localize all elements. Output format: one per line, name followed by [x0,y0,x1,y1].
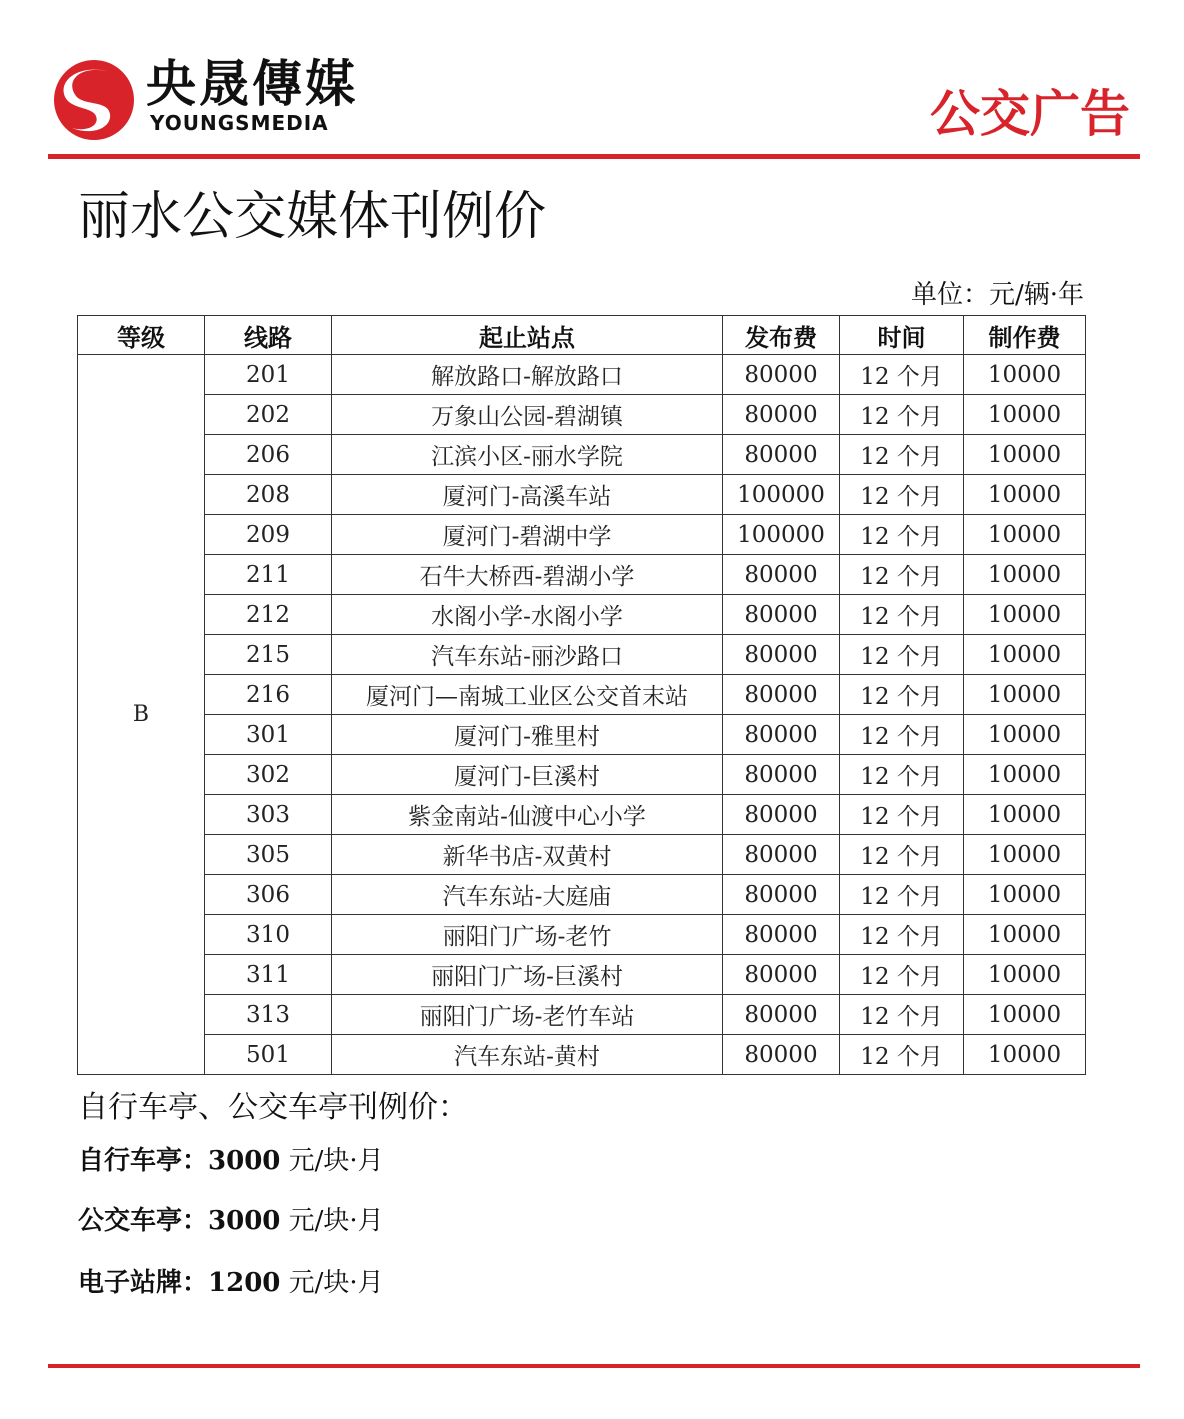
period-cell: 12 个月 [840,435,964,475]
kiosk-label: 公交车亭： [78,1206,209,1236]
table-row [78,915,1086,955]
fee-cell: 80000 [723,955,840,995]
line-cell: 302 [205,755,332,795]
col-header-grade: 等级 [78,316,205,355]
kiosk-label: 自行车亭： [78,1146,209,1176]
route-cell: 汽车东站-大庭庙 [332,875,723,915]
col-header-period: 时间 [840,316,964,355]
period-cell: 12 个月 [840,875,964,915]
kiosk-price-bus-shelter [78,1204,384,1238]
fee-cell: 80000 [723,715,840,755]
line-cell: 313 [205,995,332,1035]
line-cell: 310 [205,915,332,955]
fee-cell: 80000 [723,795,840,835]
route-cell: 厦河门—南城工业区公交首末站 [332,675,723,715]
production-cell: 10000 [964,915,1086,955]
col-header-route: 起止站点 [332,316,723,355]
fee-cell: 80000 [723,915,840,955]
route-cell: 石牛大桥西-碧湖小学 [332,555,723,595]
period-cell: 12 个月 [840,675,964,715]
period-cell: 12 个月 [840,995,964,1035]
route-cell: 水阁小学-水阁小学 [332,595,723,635]
fee-cell: 100000 [723,475,840,515]
production-cell: 10000 [964,395,1086,435]
table-body [78,355,1086,1075]
route-cell: 解放路口-解放路口 [332,355,723,395]
fee-cell: 80000 [723,755,840,795]
period-cell: 12 个月 [840,1035,964,1075]
brand-name-cn: 央晟傳媒 [146,55,358,113]
line-cell: 303 [205,795,332,835]
period-cell: 12 个月 [840,555,964,595]
line-cell: 202 [205,395,332,435]
production-cell: 10000 [964,835,1086,875]
line-cell: 501 [205,1035,332,1075]
page-title: 丽水公交媒体刊例价 [78,187,547,247]
line-cell: 212 [205,595,332,635]
fee-cell: 80000 [723,395,840,435]
production-cell: 10000 [964,515,1086,555]
kiosk-price: 1200 [208,1268,281,1298]
period-cell: 12 个月 [840,955,964,995]
kiosk-section-title: 自行车亭、公交车亭刊例价： [78,1090,468,1125]
period-cell: 12 个月 [840,715,964,755]
route-cell: 汽车东站-黄村 [332,1035,723,1075]
s-swirl-logo-icon [52,58,136,142]
grade-cell: B [78,355,205,1075]
brand-name-en: YOUNGSMEDIA [150,111,329,135]
kiosk-price-bicycle [78,1144,384,1178]
production-cell: 10000 [964,635,1086,675]
production-cell: 10000 [964,435,1086,475]
line-cell: 208 [205,475,332,515]
production-cell: 10000 [964,875,1086,915]
production-cell: 10000 [964,355,1086,395]
page-header [0,0,1184,160]
fee-cell: 80000 [723,355,840,395]
production-cell: 10000 [964,475,1086,515]
category-tag: 公交广告 [930,85,1130,143]
line-cell: 301 [205,715,332,755]
kiosk-label: 电子站牌： [78,1268,209,1298]
route-cell: 厦河门-高溪车站 [332,475,723,515]
fee-cell: 80000 [723,835,840,875]
route-cell: 丽阳门广场-巨溪村 [332,955,723,995]
line-cell: 216 [205,675,332,715]
production-cell: 10000 [964,555,1086,595]
line-cell: 305 [205,835,332,875]
route-cell: 厦河门-碧湖中学 [332,515,723,555]
period-cell: 12 个月 [840,835,964,875]
fee-cell: 80000 [723,675,840,715]
period-cell: 12 个月 [840,395,964,435]
table-row [78,875,1086,915]
fee-cell: 80000 [723,555,840,595]
route-cell: 万象山公园-碧湖镇 [332,395,723,435]
col-header-line: 线路 [205,316,332,355]
line-cell: 215 [205,635,332,675]
fee-cell: 100000 [723,515,840,555]
table-row [78,715,1086,755]
table-row [78,795,1086,835]
line-cell: 311 [205,955,332,995]
period-cell: 12 个月 [840,475,964,515]
fee-cell: 80000 [723,435,840,475]
line-cell: 201 [205,355,332,395]
table-row [78,675,1086,715]
production-cell: 10000 [964,595,1086,635]
kiosk-price: 3000 [208,1146,281,1176]
fee-cell: 80000 [723,875,840,915]
production-cell: 10000 [964,955,1086,995]
fee-cell: 80000 [723,1035,840,1075]
kiosk-unit: 元/块·月 [280,1146,384,1176]
bottom-divider [48,1364,1140,1368]
period-cell: 12 个月 [840,795,964,835]
table-row [78,995,1086,1035]
table-row [78,435,1086,475]
production-cell: 10000 [964,795,1086,835]
route-cell: 汽车东站-丽沙路口 [332,635,723,675]
table-row [78,635,1086,675]
line-cell: 206 [205,435,332,475]
period-cell: 12 个月 [840,515,964,555]
line-cell: 209 [205,515,332,555]
production-cell: 10000 [964,995,1086,1035]
kiosk-unit: 元/块·月 [280,1206,384,1236]
kiosk-price: 3000 [208,1206,281,1236]
period-cell: 12 个月 [840,915,964,955]
fee-cell: 80000 [723,595,840,635]
unit-label: 单位：元/辆·年 [910,280,1084,310]
table-row [78,515,1086,555]
period-cell: 12 个月 [840,595,964,635]
period-cell: 12 个月 [840,355,964,395]
fee-cell: 80000 [723,635,840,675]
table-row [78,835,1086,875]
kiosk-price-e-stop-sign [78,1266,384,1300]
production-cell: 10000 [964,675,1086,715]
col-header-production: 制作费 [964,316,1086,355]
route-cell: 新华书店-双黄村 [332,835,723,875]
fee-cell: 80000 [723,995,840,1035]
production-cell: 10000 [964,715,1086,755]
table-row [78,755,1086,795]
table-row [78,955,1086,995]
line-cell: 306 [205,875,332,915]
period-cell: 12 个月 [840,755,964,795]
route-cell: 丽阳门广场-老竹 [332,915,723,955]
table-row [78,555,1086,595]
route-cell: 厦河门-雅里村 [332,715,723,755]
production-cell: 10000 [964,1035,1086,1075]
kiosk-unit: 元/块·月 [280,1268,384,1298]
route-cell: 厦河门-巨溪村 [332,755,723,795]
route-cell: 丽阳门广场-老竹车站 [332,995,723,1035]
production-cell: 10000 [964,755,1086,795]
period-cell: 12 个月 [840,635,964,675]
table-header-row [78,316,1086,355]
table-row [78,595,1086,635]
route-cell: 紫金南站-仙渡中心小学 [332,795,723,835]
col-header-fee: 发布费 [723,316,840,355]
table-row [78,395,1086,435]
route-cell: 江滨小区-丽水学院 [332,435,723,475]
top-divider [48,154,1140,159]
line-cell: 211 [205,555,332,595]
table-row [78,355,1086,395]
table-row [78,1035,1086,1075]
price-table [77,315,1086,1075]
table-row [78,475,1086,515]
